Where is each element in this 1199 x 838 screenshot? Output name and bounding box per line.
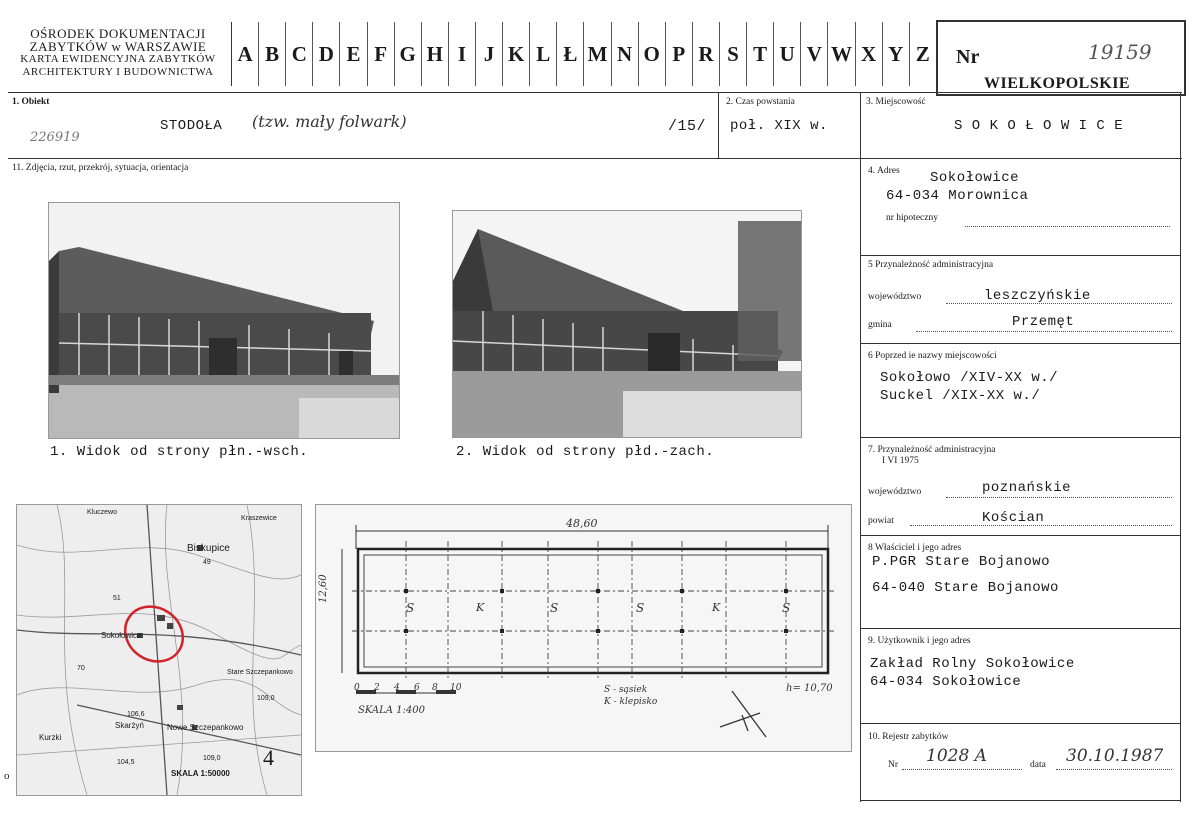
institution-line-3: KARTA EWIDENCYJNA ZABYTKÓW	[20, 53, 216, 65]
plan-bay-4: S	[636, 601, 645, 615]
photo-2-caption: 2. Widok od strony płd.-zach.	[456, 444, 715, 460]
frame-line-row1	[8, 158, 1182, 159]
field3-value: S O K O Ł O W I C E	[954, 118, 1124, 134]
index-letter-24: Y	[883, 22, 910, 86]
sep-8-9	[860, 628, 1180, 629]
field7-powiat-label: powiat	[868, 516, 894, 526]
field1-note: (tzw. mały folwark)	[252, 112, 407, 131]
field10-data-label: data	[1030, 760, 1046, 770]
plan-bay-1: S	[406, 601, 415, 615]
field4-line2: 64-034 Morownica	[886, 188, 1029, 204]
photo-1-caption: 1. Widok od strony płn.-wsch.	[50, 444, 309, 460]
scale-tick-0: 0	[354, 683, 360, 693]
field9-line2: 64-034 Sokołowice	[870, 674, 1022, 690]
index-letter-23: X	[856, 22, 883, 86]
index-letter-0: A	[232, 22, 259, 86]
field9-line1: Zakład Rolny Sokołowice	[870, 656, 1075, 672]
index-letter-16: P	[666, 22, 693, 86]
index-letter-13: M	[584, 22, 611, 86]
index-letter-14: N	[612, 22, 639, 86]
field4-label: 4. Adres	[868, 166, 900, 176]
field8-line1: P.PGR Stare Bojanowo	[872, 554, 1051, 570]
index-letter-17: R	[693, 22, 720, 86]
field10-nr-dotted	[902, 768, 1022, 770]
plan-bay-5: K	[712, 601, 721, 614]
frame-line-header	[8, 92, 1182, 93]
field7-woj-dotted	[946, 496, 1172, 498]
scale-tick-10: 10	[450, 683, 462, 693]
map-height-6: 106,6	[127, 711, 145, 718]
index-letter-12: Ł	[557, 22, 584, 86]
sep-4-5	[860, 255, 1180, 256]
index-letter-15: O	[639, 22, 666, 86]
plan-bay-6: S	[782, 601, 791, 615]
field7-date: I VI 1975	[882, 456, 919, 466]
map-height-2: 51	[113, 595, 121, 602]
field7-label: 7. Przynależność administracyjna	[868, 445, 996, 455]
map-height-1: 49	[203, 559, 211, 566]
map-height-7: 109,0	[257, 695, 275, 702]
index-letter-6: G	[395, 22, 422, 86]
field5-gmina: Przemęt	[1012, 314, 1075, 330]
nr-value: 19159	[1088, 40, 1152, 64]
index-letter-11: L	[530, 22, 557, 86]
scale-tick-8: 8	[432, 683, 438, 693]
map-label-kraszewice: Kraszewice	[241, 515, 277, 522]
plan-legend-s: S - sąsiek	[604, 685, 648, 695]
index-letter-10: K	[503, 22, 530, 86]
situation-map	[16, 504, 302, 796]
map-label-kurzki: Kurzki	[39, 733, 62, 742]
field9-label: 9. Użytkownik i jego adres	[868, 636, 971, 646]
plan-height-note: h= 10,70	[786, 683, 833, 694]
map-label-stare-szczepankowo: Stare Szczepankowo	[227, 669, 293, 676]
map-scale: SKALA 1:50000	[171, 769, 230, 778]
plan-bay-3: S	[550, 601, 559, 615]
index-letter-19: T	[747, 22, 774, 86]
sep-6-7	[860, 437, 1180, 438]
field5-woj-dotted	[946, 302, 1172, 304]
index-letter-21: V	[801, 22, 828, 86]
index-letter-22: W	[828, 22, 855, 86]
field7-wojewodztwo: poznańskie	[982, 480, 1072, 496]
field3-label: 3. Miejscowość	[866, 97, 926, 107]
index-letter-4: E	[340, 22, 367, 86]
field1-number: /15/	[668, 118, 707, 135]
field6-line1: Sokołowo /XIV-XX w./	[880, 370, 1059, 386]
field5-wojewodztwo: leszczyńskie	[984, 288, 1091, 304]
field5-label: 5 Przynależność administracyjna	[868, 260, 994, 270]
field1-margin-note: 226919	[30, 130, 80, 145]
map-label-sokolowice: Sokołowice	[101, 631, 142, 640]
field6-label: 6 Poprzed ie nazwy miejscowości	[868, 351, 997, 361]
plan-depth-dim: 12,60	[318, 574, 329, 603]
map-label-biskupice: Biskupice	[187, 543, 230, 554]
index-letter-20: U	[774, 22, 801, 86]
field10-label: 10. Rejestr zabytków	[868, 732, 949, 742]
plan-scale-label: SKALA 1:400	[358, 705, 425, 716]
barn-photo-2-image	[453, 211, 801, 437]
field5-gmina-dotted	[916, 330, 1172, 332]
institution-line-1: OŚRODEK DOKUMENTACJI	[30, 26, 206, 41]
region-label: WIELKOPOLSKIE	[984, 75, 1131, 92]
topographic-map-image	[17, 505, 301, 795]
field2-label: 2. Czas powstania	[726, 97, 795, 107]
index-letter-1: B	[259, 22, 286, 86]
scale-tick-6: 6	[414, 683, 420, 693]
sep-7-8	[860, 535, 1180, 536]
field7-pow-dotted	[910, 524, 1172, 526]
index-letter-2: C	[286, 22, 313, 86]
frame-line-right-edge	[1180, 92, 1181, 802]
frame-line-mid-col	[860, 92, 861, 802]
sep-5-6	[860, 343, 1180, 344]
field11-label: 11. Zdjęcia, rzut, przekrój, sytuacja, orientacja	[12, 163, 189, 173]
field8-line2: 64-040 Stare Bojanowo	[872, 580, 1059, 596]
field5-gmina-label: gmina	[868, 320, 892, 330]
frame-bottom-right	[860, 800, 1180, 801]
plan-bay-2: K	[476, 601, 485, 614]
map-height-5: 104,5	[117, 759, 135, 766]
map-height-3: 70	[77, 665, 85, 672]
map-label-kluczewo: Kluczewo	[87, 509, 117, 516]
field4-line1: Sokołowice	[930, 170, 1020, 186]
institution-line-2: ZABYTKÓW w WARSZAWIE	[29, 39, 207, 54]
field6-line2: Suckel /XIX-XX w./	[880, 388, 1041, 404]
field7-powiat: Kościan	[982, 510, 1045, 526]
index-letter-3: D	[313, 22, 340, 86]
left-edge-mark: o	[4, 770, 10, 782]
field1-label: 1. Obiekt	[12, 97, 50, 107]
index-letter-25: Z	[910, 22, 937, 86]
field4-sublabel: nr hipoteczny	[886, 213, 938, 223]
floor-plan	[315, 504, 852, 752]
field5-wojewodztwo-label: województwo	[868, 292, 922, 302]
index-letter-9: J	[476, 22, 503, 86]
map-sheet-number: 4	[263, 745, 274, 770]
scale-tick-2: 2	[374, 683, 380, 693]
field4-dotted	[965, 225, 1170, 227]
plan-legend-k: K - klepisko	[604, 697, 658, 707]
nr-box	[936, 20, 1186, 96]
plan-width-dim: 48,60	[566, 517, 598, 530]
index-letter-18: S	[720, 22, 747, 86]
index-letter-5: F	[368, 22, 395, 86]
institution-line-4: ARCHITEKTURY I BUDOWNICTWA	[22, 66, 214, 78]
field2-value: poł. XIX w.	[730, 118, 828, 134]
map-label-skarzyn: Skarżyń	[115, 721, 144, 730]
photo-2	[452, 210, 802, 438]
map-label-nowe-szczepankowo: Nowe Szczepankowo	[167, 723, 244, 732]
institution-block	[8, 27, 228, 79]
map-height-4: 109,0	[203, 755, 221, 762]
field7-wojewodztwo-label: województwo	[868, 487, 922, 497]
index-letter-8: I	[449, 22, 476, 86]
scale-tick-4: 4	[394, 683, 400, 693]
index-letter-7: H	[422, 22, 449, 86]
field1-value: STODOŁA	[160, 118, 223, 134]
frame-line-left-col	[718, 92, 719, 158]
photo-1	[48, 202, 400, 439]
barn-photo-1-image	[49, 203, 399, 438]
alphabet-index	[231, 22, 937, 86]
field8-label: 8 Właściciel i jego adres	[868, 543, 962, 553]
field10-nr-label: Nr	[888, 760, 899, 770]
field10-data-dotted	[1056, 768, 1172, 770]
field10-nr-value: 1028 A	[926, 746, 987, 766]
field10-data-value: 30.10.1987	[1066, 746, 1164, 766]
sep-9-10	[860, 723, 1180, 724]
nr-label: Nr	[956, 46, 980, 68]
